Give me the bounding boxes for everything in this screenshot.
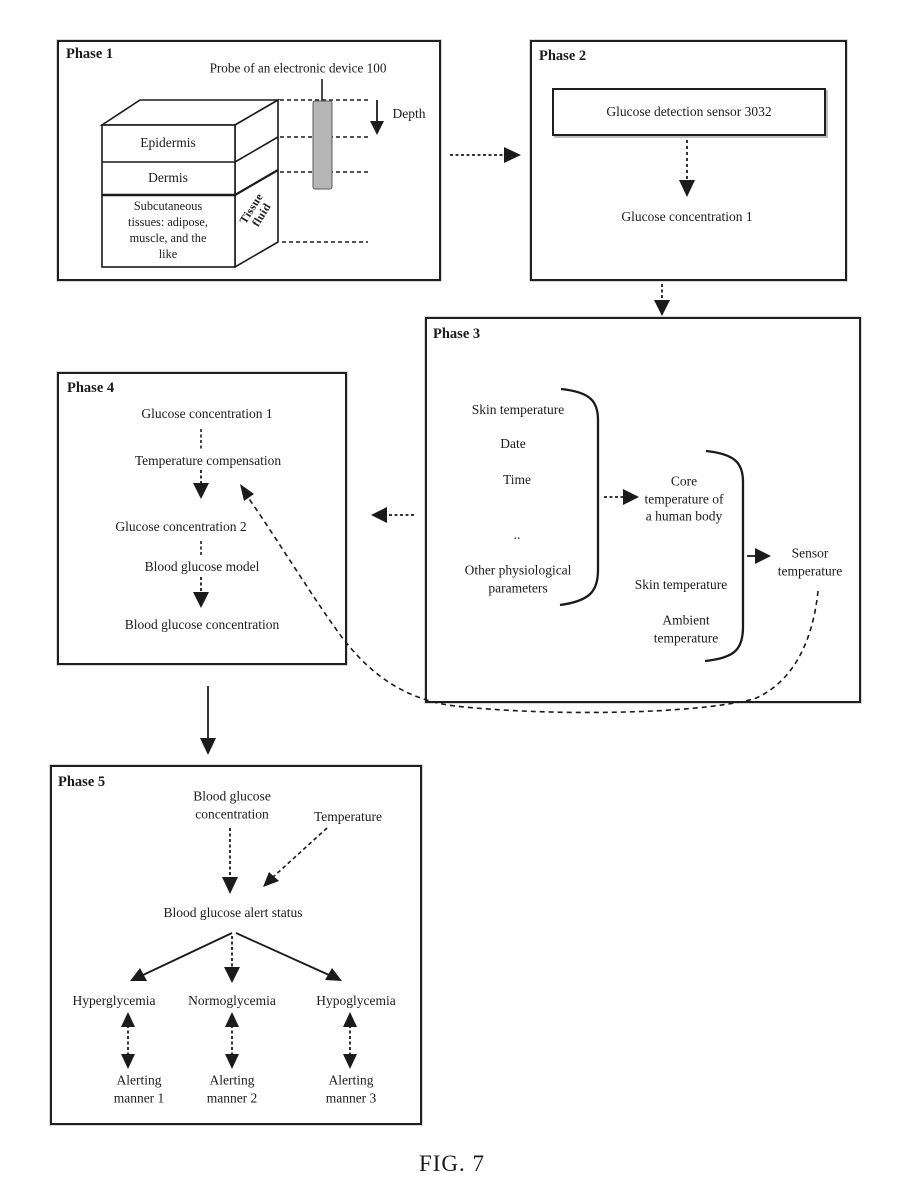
probe-bar [313,101,332,189]
p5-concentration-arrow [222,828,238,894]
p4-arrow-1 [193,470,209,499]
depth-label: Depth [392,106,426,122]
phase2-title: Phase 2 [539,48,587,64]
input-other-parameters: Other physiological parameters [464,562,572,595]
p5-double-arrow-3 [343,1012,357,1069]
p4-blood-glucose-concentration: Blood glucose concentration [124,617,280,633]
input-date: Date [500,436,526,452]
alerting-manner-1: Alerting manner 1 [113,1072,165,1105]
sensor-temperature-label: Sensor temperature [777,545,843,578]
inputs-to-core-arrow [604,489,639,505]
alerting-manner-3: Alerting manner 3 [325,1072,377,1105]
p4-glucose-concentration-2: Glucose concentration 2 [115,519,247,535]
sensor-output-arrow [679,134,695,197]
ambient-temperature-label: Ambient temperature [653,612,719,645]
tissue-fluid-label: Tissue fluid [237,191,274,229]
branch-hypoglycemia: Hypoglycemia [316,993,396,1009]
sensor-temp-feedback-curve [240,484,818,712]
derived-to-sensor-arrow [747,548,771,564]
p4-temperature-compensation: Temperature compensation [134,453,282,469]
branch-hyperglycemia: Hyperglycemia [72,993,156,1009]
p5-temperature-dashed-arrow [263,828,327,887]
figure-caption: FIG. 7 [418,1151,486,1176]
p5-branch-arrow-middle [224,936,240,983]
phase4-to-phase5-arrow [200,686,216,755]
subcutaneous-label: Subcutaneous tissues: adipose, muscle, and the like [128,199,208,261]
dermis-label: Dermis [148,170,188,186]
phase2-to-phase3-arrow [654,284,670,316]
p4-glucose-concentration-1: Glucose concentration 1 [141,406,273,422]
glucose-sensor-label: Glucose detection sensor 3032 [606,104,772,119]
p5-branch-arrow-right [236,933,342,981]
probe-label: Probe of an electronic device 100 [209,60,387,76]
p5-blood-glucose-concentration: Blood glucose concentration [193,788,271,821]
core-temperature-label: Core temperature of a human body [644,473,724,524]
phase4-title: Phase 4 [67,380,115,396]
phase3-to-phase4-arrow [371,507,414,523]
alerting-manner-2: Alerting manner 2 [206,1072,258,1105]
glucose-concentration-1-output: Glucose concentration 1 [621,209,753,225]
branch-normoglycemia: Normoglycemia [188,993,276,1009]
p5-branch-arrow-left [130,933,232,981]
phase3-title: Phase 3 [433,326,481,342]
p4-arrow-2 [193,577,209,608]
phase5-title: Phase 5 [58,774,106,790]
input-ellipsis: .. [513,527,521,543]
depth-arrow [370,100,384,135]
p5-alert-status: Blood glucose alert status [163,905,303,921]
phase1-to-phase2-arrow [450,147,521,163]
p5-double-arrow-2 [225,1012,239,1069]
p5-temperature: Temperature [313,809,383,825]
glucose-sensor-box [552,88,826,136]
phase1-title: Phase 1 [66,46,114,62]
input-time: Time [502,472,532,488]
p5-double-arrow-1 [121,1012,135,1069]
input-skin-temperature: Skin temperature [471,402,565,418]
epidermis-label: Epidermis [140,135,196,151]
p4-blood-glucose-model: Blood glucose model [144,559,260,575]
derived-skin-temperature: Skin temperature [634,577,728,593]
